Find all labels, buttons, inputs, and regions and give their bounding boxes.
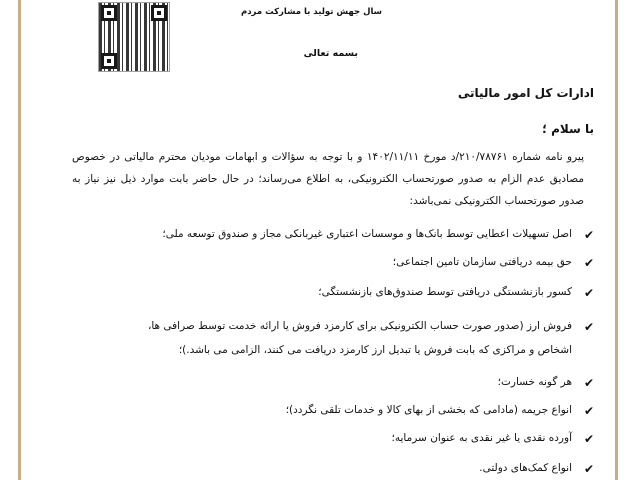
bismillah-heading: بسمه تعالی bbox=[303, 48, 358, 59]
qr-finder-top-right bbox=[151, 5, 167, 21]
greeting: با سلام ؛ bbox=[542, 122, 594, 136]
list-item-text: انواع جریمه (مادامی که بخشی از بهای کالا و خدمات تلقی نگردد)؛ bbox=[285, 404, 572, 416]
list-item-text: آورده نقدی یا غیر نقدی به عنوان سرمایه؛ bbox=[391, 432, 572, 444]
list-item-text: حق بیمه دریافتی سازمان تامین اجتماعی؛ bbox=[392, 256, 572, 268]
list-item bbox=[52, 462, 596, 474]
checkmark-icon: ✔ bbox=[583, 256, 594, 270]
qr-finder-bottom-left bbox=[101, 53, 117, 69]
checkmark-icon: ✔ bbox=[583, 320, 594, 334]
list-item-text: کسور بازنشستگی دریافتی توسط صندوق‌های بازنشستگی؛ bbox=[318, 286, 572, 298]
list-item-text: فروش ارز (صدور صورت حساب الکترونیکی برای کارمزد فروش یا ارائه خدمت توسط صرافی ها، bbox=[147, 320, 572, 332]
list-item bbox=[52, 376, 596, 388]
checkmark-icon: ✔ bbox=[583, 404, 594, 418]
list-item bbox=[52, 286, 596, 298]
qr-finder-top-left bbox=[101, 5, 117, 21]
list-item-text: هر گونه خسارت؛ bbox=[497, 376, 572, 388]
list-item bbox=[52, 432, 596, 444]
checkmark-icon: ✔ bbox=[583, 228, 594, 242]
intro-paragraph: پیرو نامه شماره ۲۱۰/۷۸۷۶۱/د مورخ ۱۴۰۲/۱۱/۱۱ و با توجه به سؤالات و ابهامات مودیان محترم مالیاتی در خصوص مصادیق عدم الزام به صدور صورتحساب الکترونیکی، به اطلاع می‌رساند؛ در حال حاضر بابت موارد ذیل نیز نیاز به صدور صورتحساب الکترونیکی نمی‌باشد: bbox=[72, 151, 584, 207]
checkmark-icon: ✔ bbox=[583, 376, 594, 390]
year-slogan: سال جهش تولید با مشارکت مردم bbox=[240, 7, 382, 17]
list-item-text: انواع کمک‌های دولتی. bbox=[479, 462, 572, 474]
list-item-text: اصل تسهیلات اعطایی توسط بانک‌ها و موسسات اعتباری غیربانکی مجاز و صندوق توسعه ملی؛ bbox=[162, 228, 572, 240]
list-item bbox=[52, 404, 596, 416]
list-item bbox=[52, 256, 596, 268]
list-item-text-continued: اشخاص و مراکزی که بابت فروش یا تبدیل ارز کارمزد دریافت می کنند، الزامی می باشد.)؛ bbox=[178, 344, 572, 356]
addressee: ادارات کل امور مالیاتی bbox=[457, 86, 594, 100]
list-item bbox=[52, 320, 596, 356]
checkmark-icon: ✔ bbox=[583, 286, 594, 300]
qr-code-image bbox=[98, 2, 170, 72]
checkmark-icon: ✔ bbox=[583, 462, 594, 476]
list-item bbox=[52, 228, 596, 240]
letter-page bbox=[22, 0, 614, 480]
checkmark-icon: ✔ bbox=[583, 432, 594, 446]
